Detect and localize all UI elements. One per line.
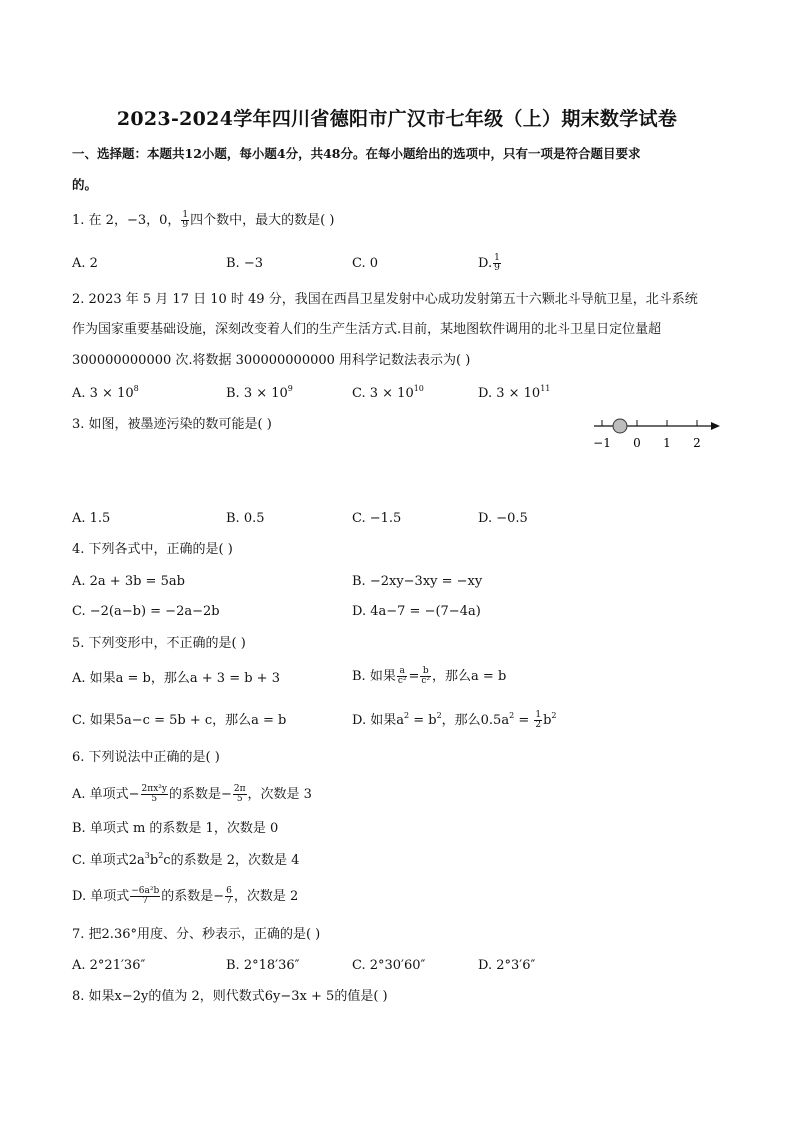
q6-option-c[interactable]: C. 单项式$2a^3b^2c$的系数是 2，次数是 4 bbox=[72, 851, 300, 868]
q7-option-d[interactable]: D. 2°3′6″ bbox=[478, 958, 536, 973]
number-line-arrow bbox=[711, 422, 720, 430]
question-2-line3: 300000000000 次.将数据 300000000000 用科学记数法表示为( ) bbox=[72, 353, 471, 368]
q4-option-b[interactable]: B. −2xy−3xy = −xy bbox=[352, 574, 483, 589]
q1-text-pre: 1. 在 2，−3，0， bbox=[72, 213, 181, 228]
question-4: 4. 下列各式中，正确的是( ) bbox=[72, 542, 233, 557]
q5-option-b[interactable]: B. 如果 $\frac{a}{\text{c²}}$ = $\frac{b}{\text{c²}}$ ，那么a = b bbox=[352, 666, 507, 686]
q4-option-d[interactable]: D. 4a−7 = −(7−4a) bbox=[352, 604, 481, 619]
q3-option-d[interactable]: D. −0.5 bbox=[478, 511, 528, 526]
q2-option-d[interactable]: D. $3 \times 10^{11}$ bbox=[478, 384, 551, 401]
q1-option-d[interactable]: D. $\frac{1}{9}$ bbox=[478, 253, 500, 273]
section-instruction-line2: 的。 bbox=[72, 177, 98, 192]
q5-option-c[interactable]: C. 如果5a−c = 5b + c，那么a = b bbox=[72, 713, 287, 728]
question-2-line2: 作为国家重要基础设施，深刻改变着人们的生产生活方式.目前，某地图软件调用的北斗卫星日定位量超 bbox=[72, 322, 662, 337]
number-line-figure bbox=[590, 414, 724, 454]
tick-label-0: 0 bbox=[633, 436, 641, 450]
question-3: 3. 如图，被墨迹污染的数可能是( ) bbox=[72, 417, 272, 432]
q6-option-b[interactable]: B. 单项式 m 的系数是 1，次数是 0 bbox=[72, 821, 279, 836]
q1-fraction: $\frac{1}{9}$ bbox=[182, 210, 189, 230]
question-5: 5. 下列变形中，不正确的是( ) bbox=[72, 636, 246, 651]
q3-option-b[interactable]: B. 0.5 bbox=[226, 511, 265, 526]
question-8: 8. 如果x−2y的值为 2，则代数式6y−3x + 5的值是( ) bbox=[72, 989, 388, 1004]
q1-option-b[interactable]: B. −3 bbox=[226, 256, 263, 271]
q2-option-b[interactable]: B. $3 \times 10^9$ bbox=[226, 384, 293, 401]
question-2-line1: 2. 2023 年 5 月 17 日 10 时 49 分，我国在西昌卫星发射中心成功发射第五十六颗北斗导航卫星，北斗系统 bbox=[72, 292, 698, 307]
q6-option-d[interactable]: D. 单项式 $\frac{\text{−6a²b}}{7}$ 的系数是− $\frac{6}{7}$ ，次数是 2 bbox=[72, 886, 299, 906]
tick-label-1: 1 bbox=[663, 436, 671, 450]
q4-option-c[interactable]: C. −2(a−b) = −2a−2b bbox=[72, 604, 220, 619]
q1-option-a[interactable]: A. 2 bbox=[72, 256, 98, 271]
question-1 bbox=[72, 211, 334, 230]
exam-title: 2023-2024学年四川省德阳市广汉市七年级（上）期末数学试卷 bbox=[116, 108, 678, 130]
tick-label-2: 2 bbox=[693, 436, 701, 450]
q5-option-d[interactable]: D. 如果$a^2 = b^2$，那么$0.5a^2$ = $\frac{1}{2}$ $b^2$ bbox=[352, 710, 557, 730]
q2-option-a[interactable]: A. $3 \times 10^8$ bbox=[72, 384, 139, 401]
q7-option-c[interactable]: C. 2°30′60″ bbox=[352, 958, 426, 973]
q7-option-b[interactable]: B. 2°18′36″ bbox=[226, 958, 300, 973]
question-6: 6. 下列说法中正确的是( ) bbox=[72, 750, 220, 765]
q7-option-a[interactable]: A. 2°21′36″ bbox=[72, 958, 146, 973]
ink-blot-mark bbox=[613, 419, 627, 433]
q2-option-c[interactable]: C. $3 \times 10^{10}$ bbox=[352, 384, 424, 401]
q5-option-a[interactable]: A. 如果a = b，那么a + 3 = b + 3 bbox=[72, 671, 280, 686]
q4-option-a[interactable]: A. 2a + 3b = 5ab bbox=[72, 574, 185, 589]
q1-text-post: 四个数中，最大的数是( ) bbox=[190, 213, 335, 228]
question-7: 7. 把2.36°用度、分、秒表示，正确的是( ) bbox=[72, 927, 321, 942]
q3-option-c[interactable]: C. −1.5 bbox=[352, 511, 402, 526]
section-instruction-line1: 一、选择题：本题共12小题，每小题4分，共48分。在每小题给出的选项中，只有一项是符合题目要求 bbox=[72, 146, 641, 161]
q6-option-a[interactable]: A. 单项式− $\frac{\text{2πx²y}}{5}$ 的系数是− $\frac{2\pi}{5}$ ，次数是 3 bbox=[72, 784, 312, 804]
q3-option-a[interactable]: A. 1.5 bbox=[72, 511, 111, 526]
tick-label-minus1: −1 bbox=[593, 436, 611, 450]
q1-option-c[interactable]: C. 0 bbox=[352, 256, 379, 271]
